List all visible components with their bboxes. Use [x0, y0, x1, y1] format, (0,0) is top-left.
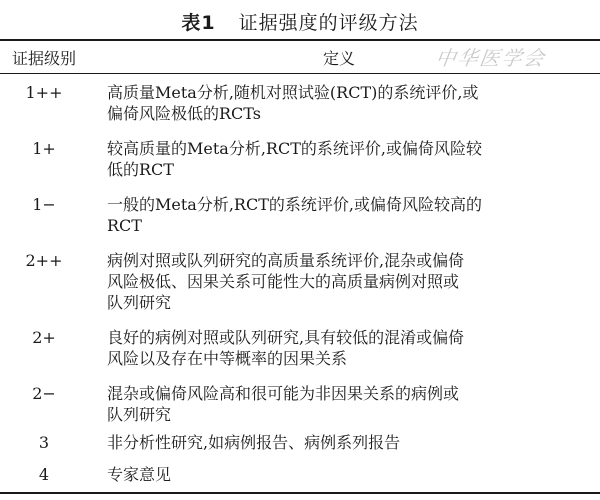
table-number: 表1: [181, 12, 216, 34]
evidence-level: 2++: [25, 251, 63, 270]
header-rule: [0, 73, 600, 74]
evidence-definition: 混杂或偏倚风险高和很可能为非因果关系的病例或 队列研究: [107, 384, 460, 424]
evidence-level: 1+: [32, 139, 56, 158]
header-definition: 定义: [323, 49, 356, 68]
top-rule: [0, 39, 600, 41]
evidence-definition: 专家意见: [107, 465, 172, 484]
table-title-text: 证据强度的评级方法: [238, 12, 419, 34]
evidence-level: 1++: [25, 83, 63, 102]
watermark: 中华医学会: [434, 46, 548, 70]
evidence-definition: 一般的Meta分析,RCT的系统评价,或偏倚风险较高的 RCT: [107, 195, 482, 235]
evidence-level: 2+: [32, 328, 56, 347]
evidence-definition: 高质量Meta分析,随机对照试验(RCT)的系统评价,或 偏倚风险极低的RCTs: [107, 83, 479, 123]
evidence-level: 1−: [32, 195, 56, 214]
evidence-level: 2−: [32, 384, 56, 403]
header-level: 证据级别: [12, 49, 77, 68]
table-title: [0, 8, 600, 35]
evidence-definition: 病例对照或队列研究的高质量系统评价,混杂或偏倚 风险极低、因果关系可能性大的高质量病例对照或 队列研究: [107, 251, 465, 312]
evidence-level: 3: [38, 433, 50, 452]
evidence-definition: 良好的病例对照或队列研究,具有较低的混淆或偏倚 风险以及存在中等概率的因果关系: [107, 328, 465, 368]
bottom-rule: [0, 492, 600, 494]
evidence-level: 4: [38, 465, 50, 484]
evidence-definition: 较高质量的Meta分析,RCT的系统评价,或偏倚风险较 低的RCT: [107, 139, 482, 179]
evidence-definition: 非分析性研究,如病例报告、病例系列报告: [107, 433, 401, 452]
